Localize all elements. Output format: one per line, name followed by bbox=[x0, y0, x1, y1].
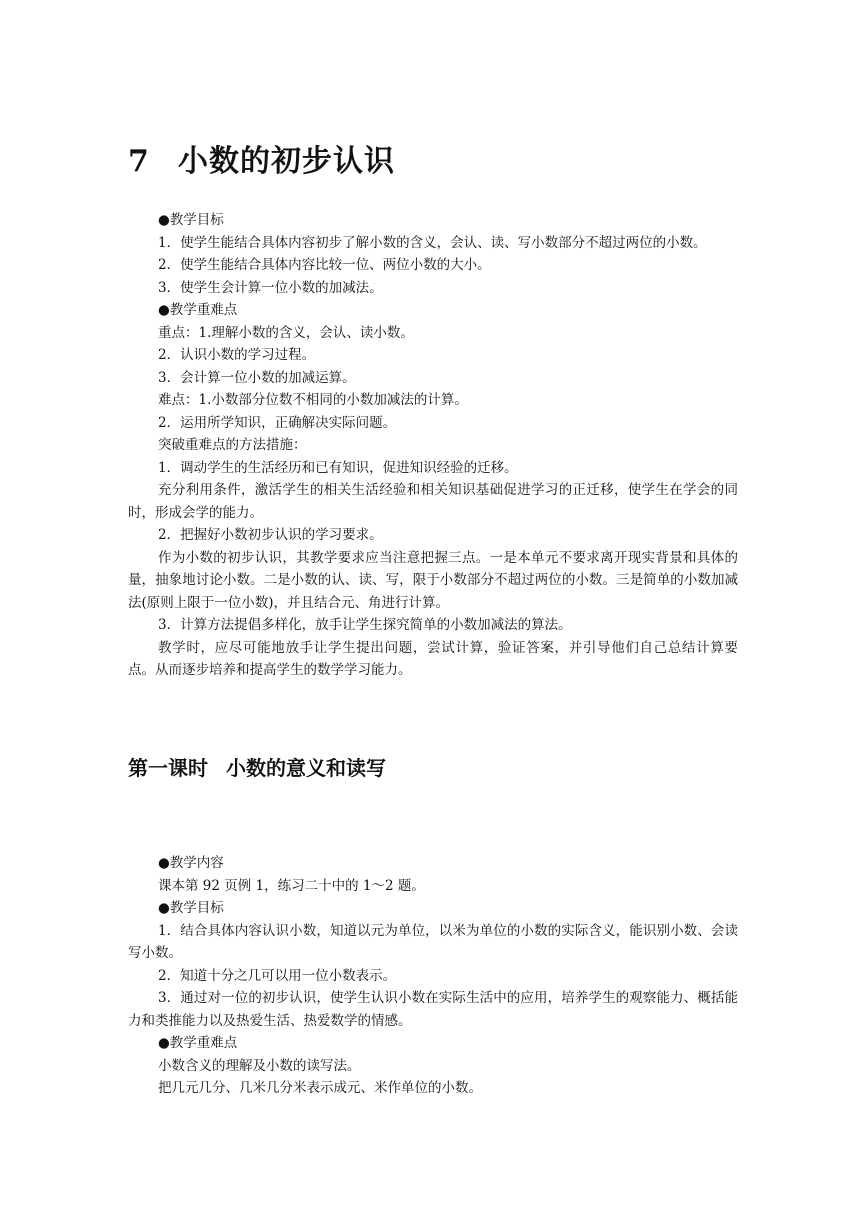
paragraph: 1．使学生能结合具体内容初步了解小数的含义，会认、读、写小数部分不超过两位的小数。 bbox=[158, 234, 707, 251]
paragraph: 把几元几分、几米几分米表示成元、米作单位的小数。 bbox=[158, 1080, 482, 1096]
paragraph: 3．会计算一位小数的加减运算。 bbox=[158, 369, 356, 386]
paragraph: 课本第 92 页例 1，练习二十中的 1～2 题。 bbox=[158, 877, 425, 894]
chapter-name: 小数的初步认识 bbox=[178, 144, 395, 179]
paragraph: 作为小数的初步认识，其教学要求应当注意把握三点。一是本单元不要求离开现实背景和具体的量，抽象地讨论小数。二是小数的认、读、写，限于小数部分不超过两位的小数。三是简单的小数加减法(原则上限于一位小数)，并且结合元、角进行计算。 bbox=[128, 549, 738, 611]
chapter-title bbox=[128, 136, 395, 180]
chapter-overview bbox=[128, 209, 738, 682]
paragraph: 难点：1.小数部分位数不相同的小数加减法的计算。 bbox=[158, 392, 468, 408]
paragraph: 1．结合具体内容认识小数，知道以元为单位，以米为单位的小数的实际含义，能识别小数、会读写小数。 bbox=[128, 922, 738, 961]
paragraph: 3．使学生会计算一位小数的加减法。 bbox=[158, 279, 383, 296]
paragraph: 小数含义的理解及小数的读写法。 bbox=[158, 1057, 361, 1074]
paragraph: ●教学重难点 bbox=[158, 1035, 238, 1051]
paragraph: ●教学重难点 bbox=[158, 302, 238, 318]
lesson-name: 小数的意义和读写 bbox=[226, 756, 386, 780]
paragraph: 2．知道十分之几可以用一位小数表示。 bbox=[158, 967, 397, 984]
chapter-number: 7 bbox=[128, 144, 150, 179]
paragraph: 3．通过对一位的初步认识，使学生认识小数在实际生活中的应用，培养学生的观察能力、概括能力和类推能力以及热爱生活、热爱数学的情感。 bbox=[128, 990, 738, 1029]
paragraph: ●教学目标 bbox=[158, 900, 224, 916]
paragraph: 2．使学生能结合具体内容比较一位、两位小数的大小。 bbox=[158, 257, 491, 273]
lesson-label: 第一课时 bbox=[128, 756, 208, 780]
paragraph: 突破重难点的方法措施： bbox=[158, 437, 307, 453]
paragraph: 3．计算方法提倡多样化，放手让学生探究简单的小数加减法的算法。 bbox=[158, 617, 572, 633]
paragraph: 重点：1.理解小数的含义，会认、读小数。 bbox=[158, 324, 414, 341]
paragraph: 充分利用条件，激活学生的相关生活经验和相关知识基础促进学习的正迁移，使学生在学会的同时，形成会学的能力。 bbox=[128, 482, 738, 521]
paragraph: 教学时，应尽可能地放手让学生提出问题，尝试计算，验证答案，并引导他们自己总结计算要点。从而逐步培养和提高学生的数学学习能力。 bbox=[128, 639, 738, 678]
paragraph: 2．把握好小数初步认识的学习要求。 bbox=[158, 527, 383, 543]
paragraph: 2．认识小数的学习过程。 bbox=[158, 347, 316, 363]
paragraph: 2．运用所学知识，正确解决实际问题。 bbox=[158, 414, 397, 431]
lesson-title bbox=[128, 752, 386, 781]
paragraph: 1．调动学生的生活经历和已有知识，促进知识经验的迁移。 bbox=[158, 459, 518, 476]
paragraph: ●教学内容 bbox=[158, 855, 224, 871]
lesson-content bbox=[128, 852, 738, 1100]
paragraph: ●教学目标 bbox=[158, 212, 224, 228]
